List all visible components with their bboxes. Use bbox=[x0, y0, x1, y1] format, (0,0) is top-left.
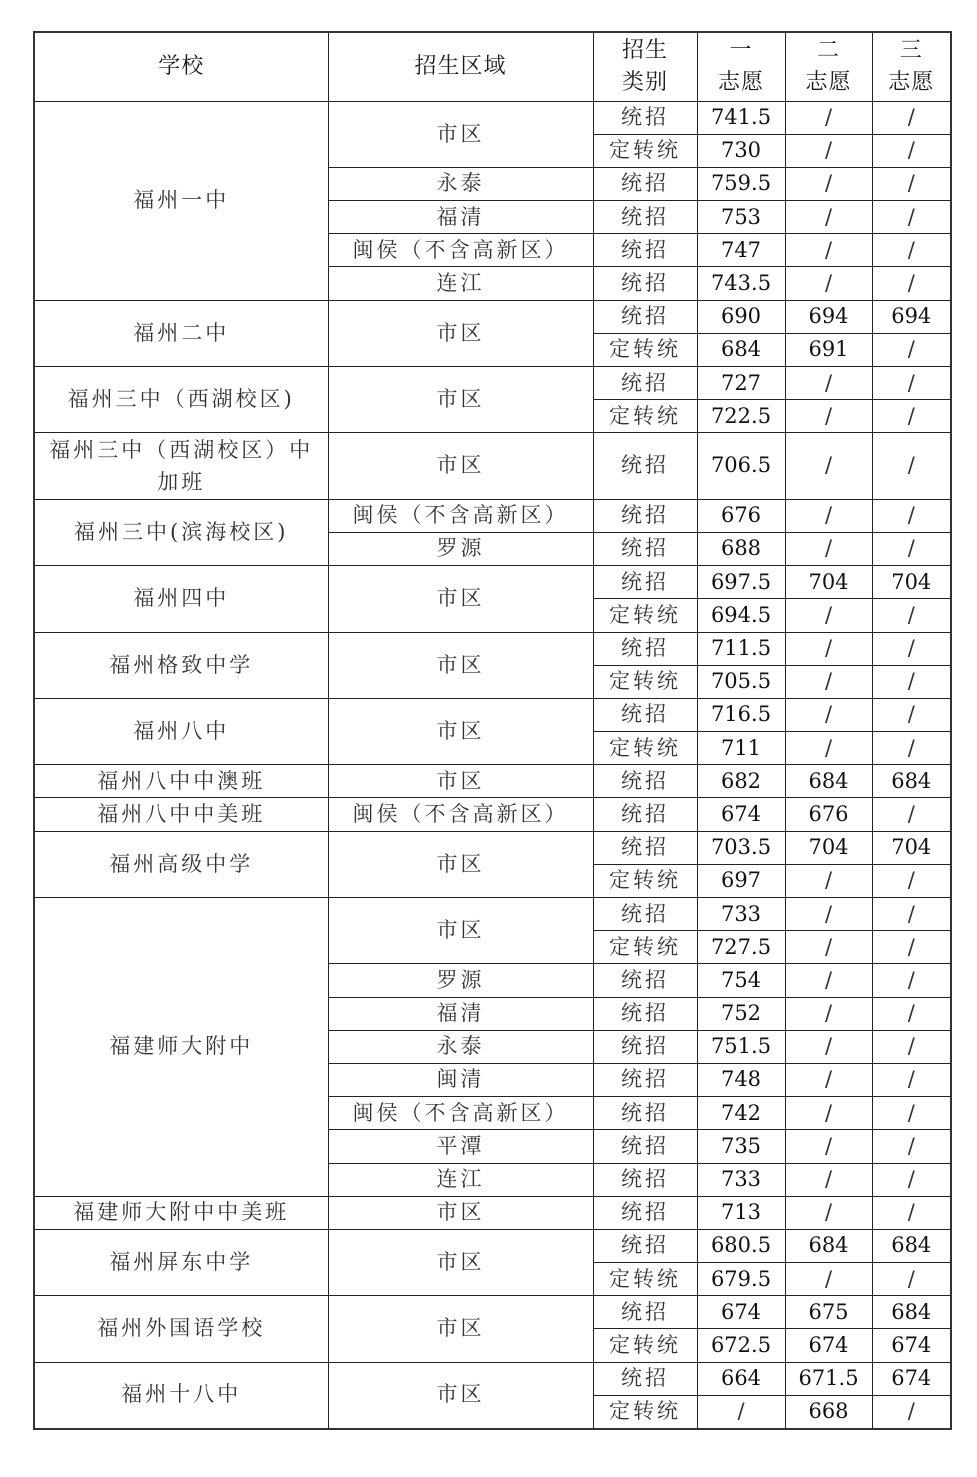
table-row bbox=[34, 300, 951, 333]
choice2-score-cell: 691 bbox=[785, 333, 872, 366]
choice2-score-cell: / bbox=[785, 898, 872, 931]
table-row bbox=[34, 499, 951, 532]
category-cell: 统招 bbox=[593, 367, 697, 400]
choice1-score-cell: 722.5 bbox=[697, 400, 785, 433]
region-cell: 闽清 bbox=[328, 1063, 593, 1096]
region-cell: 闽侯（不含高新区） bbox=[328, 499, 593, 532]
category-cell: 统招 bbox=[593, 1163, 697, 1196]
choice3-score-cell: 704 bbox=[872, 831, 951, 864]
table-row bbox=[34, 101, 951, 134]
region-cell: 市区 bbox=[328, 101, 593, 167]
choice2-score-cell: / bbox=[785, 1063, 872, 1096]
region-cell: 市区 bbox=[328, 566, 593, 632]
choice3-score-cell: / bbox=[872, 234, 951, 267]
choice2-score-cell: / bbox=[785, 698, 872, 731]
choice3-score-cell: 684 bbox=[872, 1229, 951, 1262]
choice3-score-cell: / bbox=[872, 1196, 951, 1229]
table-body bbox=[34, 101, 951, 1429]
region-cell: 市区 bbox=[328, 1196, 593, 1229]
choice3-score-cell: / bbox=[872, 134, 951, 167]
choice3-score-cell: 674 bbox=[872, 1329, 951, 1362]
region-cell: 市区 bbox=[328, 632, 593, 698]
choice2-score-cell: / bbox=[785, 201, 872, 234]
choice1-score-cell: 713 bbox=[697, 1196, 785, 1229]
header-category bbox=[593, 32, 697, 101]
school-name-cell: 福州高级中学 bbox=[34, 831, 328, 897]
category-cell: 定转统 bbox=[593, 1263, 697, 1296]
table-row bbox=[34, 898, 951, 931]
school-name-cell: 福州三中（西湖校区) bbox=[34, 367, 328, 433]
region-cell: 市区 bbox=[328, 898, 593, 964]
category-cell: 统招 bbox=[593, 234, 697, 267]
choice3-score-cell: / bbox=[872, 599, 951, 632]
region-cell: 市区 bbox=[328, 765, 593, 798]
category-cell: 定转统 bbox=[593, 599, 697, 632]
region-cell: 罗源 bbox=[328, 532, 593, 565]
choice2-score-cell: 676 bbox=[785, 798, 872, 831]
choice2-score-cell: / bbox=[785, 234, 872, 267]
table-row bbox=[34, 1229, 951, 1262]
choice1-score-cell: 711 bbox=[697, 732, 785, 765]
choice1-score-cell: 730 bbox=[697, 134, 785, 167]
school-name-cell: 福建师大附中 bbox=[34, 898, 328, 1197]
choice3-score-cell: / bbox=[872, 400, 951, 433]
choice1-score-cell: 672.5 bbox=[697, 1329, 785, 1362]
category-cell: 定转统 bbox=[593, 333, 697, 366]
choice1-score-cell: 697 bbox=[697, 864, 785, 897]
choice1-score-cell: 694.5 bbox=[697, 599, 785, 632]
school-name-cell: 福州二中 bbox=[34, 300, 328, 366]
region-cell: 市区 bbox=[328, 1362, 593, 1428]
region-cell: 闽侯（不含高新区） bbox=[328, 1097, 593, 1130]
choice2-score-cell: / bbox=[785, 964, 872, 997]
choice1-score-cell: 711.5 bbox=[697, 632, 785, 665]
choice1-score-cell: 690 bbox=[697, 300, 785, 333]
choice3-score-cell: / bbox=[872, 964, 951, 997]
choice2-score-cell: / bbox=[785, 400, 872, 433]
region-cell: 市区 bbox=[328, 1296, 593, 1362]
choice1-score-cell: 703.5 bbox=[697, 831, 785, 864]
choice3-score-cell: / bbox=[872, 1263, 951, 1296]
choice2-score-cell: 668 bbox=[785, 1395, 872, 1428]
choice1-score-cell: 688 bbox=[697, 532, 785, 565]
choice1-score-cell: 751.5 bbox=[697, 1030, 785, 1063]
table-row bbox=[34, 765, 951, 798]
choice2-score-cell: 675 bbox=[785, 1296, 872, 1329]
choice3-score-cell: / bbox=[872, 1097, 951, 1130]
choice1-score-cell: / bbox=[697, 1395, 785, 1428]
choice2-score-cell: 704 bbox=[785, 831, 872, 864]
choice1-score-cell: 747 bbox=[697, 234, 785, 267]
choice1-score-cell: 716.5 bbox=[697, 698, 785, 731]
choice3-score-cell: / bbox=[872, 864, 951, 897]
table-row bbox=[34, 632, 951, 665]
category-cell: 统招 bbox=[593, 300, 697, 333]
category-cell: 定转统 bbox=[593, 732, 697, 765]
school-name-cell: 福州格致中学 bbox=[34, 632, 328, 698]
choice3-score-cell: / bbox=[872, 1130, 951, 1163]
school-name-cell: 福州八中中美班 bbox=[34, 798, 328, 831]
choice3-score-cell: / bbox=[872, 997, 951, 1030]
header-choice3 bbox=[872, 32, 951, 101]
choice2-score-cell: / bbox=[785, 367, 872, 400]
header-category-line1: 招生 bbox=[621, 37, 668, 63]
category-cell: 统招 bbox=[593, 101, 697, 134]
header-category-line2: 类别 bbox=[621, 69, 668, 95]
choice3-score-cell: / bbox=[872, 931, 951, 964]
header-choice2 bbox=[785, 32, 872, 101]
header-choice2-line2: 志愿 bbox=[805, 69, 852, 95]
table-row bbox=[34, 831, 951, 864]
choice3-score-cell: / bbox=[872, 201, 951, 234]
region-cell: 永泰 bbox=[328, 167, 593, 200]
table-header-row bbox=[34, 32, 951, 101]
choice2-score-cell: 704 bbox=[785, 566, 872, 599]
choice2-score-cell: / bbox=[785, 267, 872, 300]
header-choice1 bbox=[697, 32, 785, 101]
choice1-score-cell: 748 bbox=[697, 1063, 785, 1096]
choice2-score-cell: / bbox=[785, 931, 872, 964]
admission-score-table bbox=[33, 31, 952, 1430]
school-name-cell: 福州外国语学校 bbox=[34, 1296, 328, 1362]
choice3-score-cell: / bbox=[872, 1030, 951, 1063]
choice3-score-cell: / bbox=[872, 1163, 951, 1196]
choice3-score-cell: / bbox=[872, 333, 951, 366]
region-cell: 连江 bbox=[328, 1163, 593, 1196]
region-cell: 罗源 bbox=[328, 964, 593, 997]
choice1-score-cell: 676 bbox=[697, 499, 785, 532]
table-row bbox=[34, 1296, 951, 1329]
choice3-score-cell: / bbox=[872, 665, 951, 698]
choice1-score-cell: 735 bbox=[697, 1130, 785, 1163]
choice1-score-cell: 753 bbox=[697, 201, 785, 234]
choice2-score-cell: / bbox=[785, 1030, 872, 1063]
table-row bbox=[34, 433, 951, 499]
choice1-score-cell: 754 bbox=[697, 964, 785, 997]
category-cell: 统招 bbox=[593, 698, 697, 731]
choice1-score-cell: 727.5 bbox=[697, 931, 785, 964]
choice2-score-cell: / bbox=[785, 997, 872, 1030]
region-cell: 市区 bbox=[328, 433, 593, 499]
header-choice1-line1: 一 bbox=[729, 37, 753, 63]
category-cell: 统招 bbox=[593, 1130, 697, 1163]
choice1-score-cell: 759.5 bbox=[697, 167, 785, 200]
school-name-cell: 福州一中 bbox=[34, 101, 328, 300]
choice1-score-cell: 741.5 bbox=[697, 101, 785, 134]
choice2-score-cell: / bbox=[785, 732, 872, 765]
choice2-score-cell: 694 bbox=[785, 300, 872, 333]
category-cell: 统招 bbox=[593, 201, 697, 234]
choice3-score-cell: 704 bbox=[872, 566, 951, 599]
choice3-score-cell: / bbox=[872, 367, 951, 400]
choice3-score-cell: / bbox=[872, 499, 951, 532]
category-cell: 定转统 bbox=[593, 400, 697, 433]
category-cell: 统招 bbox=[593, 964, 697, 997]
choice1-score-cell: 742 bbox=[697, 1097, 785, 1130]
region-cell: 平潭 bbox=[328, 1130, 593, 1163]
category-cell: 统招 bbox=[593, 1063, 697, 1096]
region-cell: 市区 bbox=[328, 367, 593, 433]
category-cell: 统招 bbox=[593, 1229, 697, 1262]
choice3-score-cell: / bbox=[872, 167, 951, 200]
region-cell: 连江 bbox=[328, 267, 593, 300]
choice2-score-cell: 674 bbox=[785, 1329, 872, 1362]
choice1-score-cell: 679.5 bbox=[697, 1263, 785, 1296]
choice1-score-cell: 697.5 bbox=[697, 566, 785, 599]
table-row bbox=[34, 566, 951, 599]
table-row bbox=[34, 1196, 951, 1229]
choice2-score-cell: / bbox=[785, 167, 872, 200]
school-name-cell: 福建师大附中中美班 bbox=[34, 1196, 328, 1229]
category-cell: 统招 bbox=[593, 1196, 697, 1229]
choice3-score-cell: / bbox=[872, 101, 951, 134]
school-name-cell: 福州八中中澳班 bbox=[34, 765, 328, 798]
choice2-score-cell: / bbox=[785, 1130, 872, 1163]
category-cell: 统招 bbox=[593, 1362, 697, 1395]
choice3-score-cell: / bbox=[872, 732, 951, 765]
category-cell: 统招 bbox=[593, 898, 697, 931]
school-name-cell: 福州屏东中学 bbox=[34, 1229, 328, 1295]
choice1-score-cell: 680.5 bbox=[697, 1229, 785, 1262]
choice3-score-cell: / bbox=[872, 698, 951, 731]
choice2-score-cell: 684 bbox=[785, 765, 872, 798]
category-cell: 统招 bbox=[593, 1097, 697, 1130]
category-cell: 统招 bbox=[593, 499, 697, 532]
category-cell: 统招 bbox=[593, 566, 697, 599]
choice1-score-cell: 682 bbox=[697, 765, 785, 798]
choice2-score-cell: / bbox=[785, 665, 872, 698]
category-cell: 定转统 bbox=[593, 864, 697, 897]
category-cell: 统招 bbox=[593, 632, 697, 665]
choice2-score-cell: / bbox=[785, 1097, 872, 1130]
choice1-score-cell: 743.5 bbox=[697, 267, 785, 300]
table-row bbox=[34, 367, 951, 400]
category-cell: 统招 bbox=[593, 1030, 697, 1063]
region-cell: 闽侯（不含高新区） bbox=[328, 234, 593, 267]
choice1-score-cell: 706.5 bbox=[697, 433, 785, 499]
category-cell: 统招 bbox=[593, 798, 697, 831]
table-row bbox=[34, 698, 951, 731]
choice2-score-cell: / bbox=[785, 532, 872, 565]
choice1-score-cell: 674 bbox=[697, 1296, 785, 1329]
choice1-score-cell: 684 bbox=[697, 333, 785, 366]
header-region: 招生区域 bbox=[328, 32, 593, 101]
region-cell: 福清 bbox=[328, 997, 593, 1030]
choice3-score-cell: 684 bbox=[872, 765, 951, 798]
choice2-score-cell: 684 bbox=[785, 1229, 872, 1262]
choice2-score-cell: / bbox=[785, 1196, 872, 1229]
region-cell: 市区 bbox=[328, 1229, 593, 1295]
category-cell: 定转统 bbox=[593, 134, 697, 167]
choice2-score-cell: 671.5 bbox=[785, 1362, 872, 1395]
choice2-score-cell: / bbox=[785, 499, 872, 532]
header-choice1-line2: 志愿 bbox=[717, 69, 764, 95]
choice1-score-cell: 705.5 bbox=[697, 665, 785, 698]
table-row bbox=[34, 798, 951, 831]
choice3-score-cell: 674 bbox=[872, 1362, 951, 1395]
school-name-cell: 福州十八中 bbox=[34, 1362, 328, 1428]
choice2-score-cell: / bbox=[785, 433, 872, 499]
school-name-cell: 福州三中（西湖校区）中加班 bbox=[34, 433, 328, 499]
category-cell: 统招 bbox=[593, 1296, 697, 1329]
school-name-cell: 福州三中(滨海校区) bbox=[34, 499, 328, 565]
choice2-score-cell: / bbox=[785, 1163, 872, 1196]
choice2-score-cell: / bbox=[785, 134, 872, 167]
table-row bbox=[34, 1362, 951, 1395]
choice3-score-cell: / bbox=[872, 532, 951, 565]
region-cell: 市区 bbox=[328, 300, 593, 366]
choice3-score-cell: / bbox=[872, 267, 951, 300]
category-cell: 统招 bbox=[593, 831, 697, 864]
category-cell: 统招 bbox=[593, 997, 697, 1030]
choice3-score-cell: 694 bbox=[872, 300, 951, 333]
category-cell: 统招 bbox=[593, 532, 697, 565]
region-cell: 福清 bbox=[328, 201, 593, 234]
choice3-score-cell: 684 bbox=[872, 1296, 951, 1329]
choice1-score-cell: 752 bbox=[697, 997, 785, 1030]
choice1-score-cell: 674 bbox=[697, 798, 785, 831]
region-cell: 市区 bbox=[328, 831, 593, 897]
choice1-score-cell: 733 bbox=[697, 1163, 785, 1196]
category-cell: 统招 bbox=[593, 765, 697, 798]
category-cell: 统招 bbox=[593, 433, 697, 499]
choice2-score-cell: / bbox=[785, 632, 872, 665]
school-name-cell: 福州四中 bbox=[34, 566, 328, 632]
category-cell: 定转统 bbox=[593, 1329, 697, 1362]
header-school: 学校 bbox=[34, 32, 328, 101]
school-name-cell: 福州八中 bbox=[34, 698, 328, 764]
choice1-score-cell: 733 bbox=[697, 898, 785, 931]
choice3-score-cell: / bbox=[872, 632, 951, 665]
header-choice2-line1: 二 bbox=[816, 37, 840, 63]
category-cell: 定转统 bbox=[593, 1395, 697, 1428]
choice2-score-cell: / bbox=[785, 599, 872, 632]
category-cell: 定转统 bbox=[593, 665, 697, 698]
choice1-score-cell: 727 bbox=[697, 367, 785, 400]
header-choice3-line1: 三 bbox=[899, 37, 923, 63]
choice3-score-cell: / bbox=[872, 898, 951, 931]
category-cell: 统招 bbox=[593, 167, 697, 200]
choice2-score-cell: / bbox=[785, 1263, 872, 1296]
choice3-score-cell: / bbox=[872, 433, 951, 499]
category-cell: 统招 bbox=[593, 267, 697, 300]
header-choice3-line2: 志愿 bbox=[888, 69, 935, 95]
choice1-score-cell: 664 bbox=[697, 1362, 785, 1395]
region-cell: 闽侯（不含高新区） bbox=[328, 798, 593, 831]
choice2-score-cell: / bbox=[785, 101, 872, 134]
choice2-score-cell: / bbox=[785, 864, 872, 897]
region-cell: 永泰 bbox=[328, 1030, 593, 1063]
choice3-score-cell: / bbox=[872, 1395, 951, 1428]
category-cell: 定转统 bbox=[593, 931, 697, 964]
choice3-score-cell: / bbox=[872, 1063, 951, 1096]
region-cell: 市区 bbox=[328, 698, 593, 764]
choice3-score-cell: / bbox=[872, 798, 951, 831]
